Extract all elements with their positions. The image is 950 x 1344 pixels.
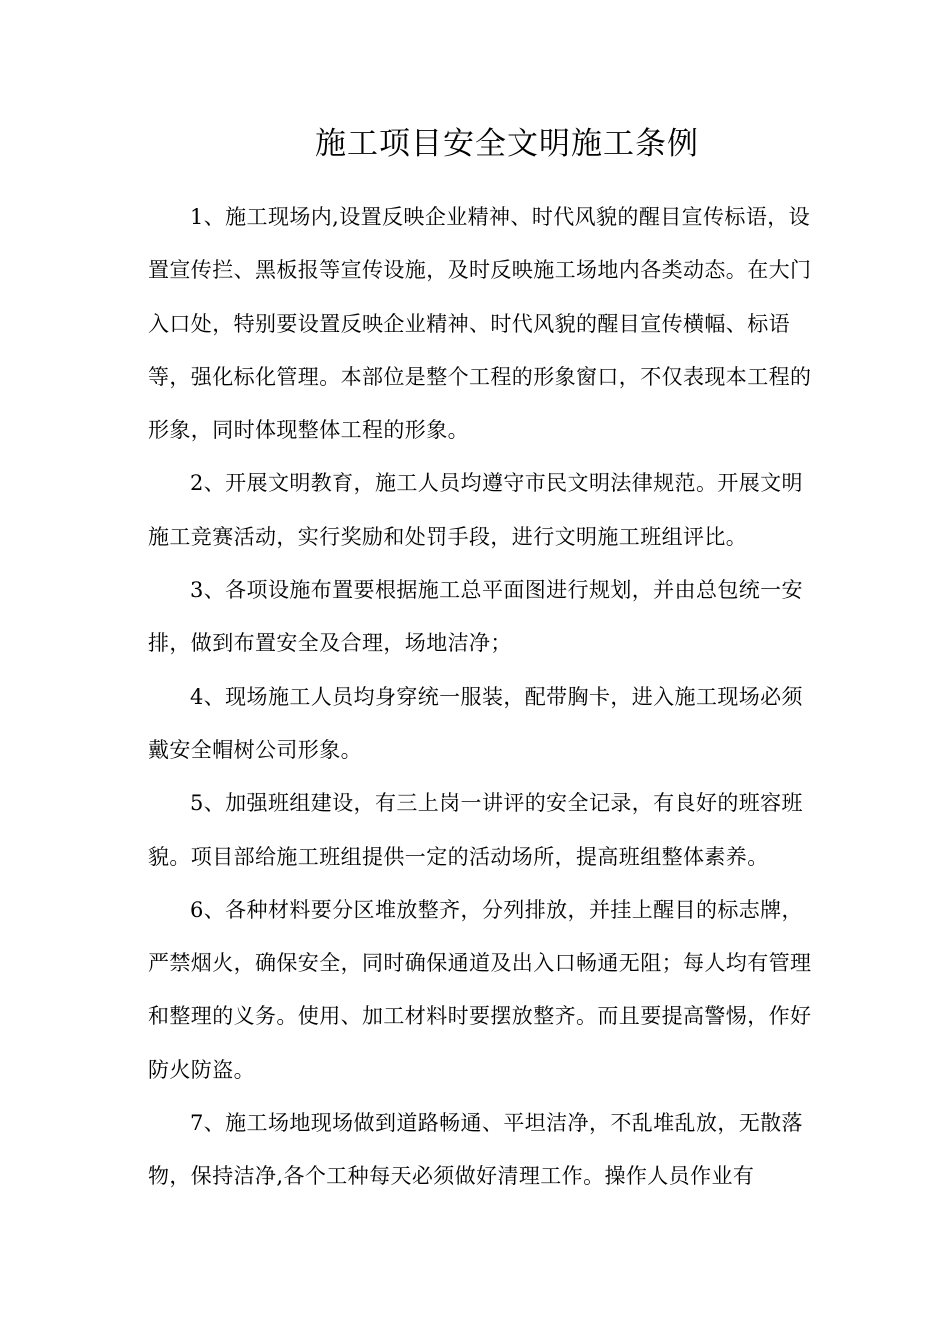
paragraph-3: 3、各项设施布置要根据施工总平面图进行规划，并由总包统一安排，做到布置安全及合理，场地洁净； [148, 578, 803, 656]
paragraph-1: 1、施工现场内,设置反映企业精神、时代风貌的醒目宣传标语，设置宣传拦、黑板报等宣传设施，及时反映施工场地内各类动态。在大门入口处，特别要设置反映企业精神、时代风貌的醒目宣传横幅、标语等，强化标化管理。本部位是整个工程的形象窗口，不仅表现本工程的形象，同时体现整体工程的形象。 [148, 205, 812, 443]
paragraph-6: 6、各种材料要分区堆放整齐，分列排放，并挂上醒目的标志牌，严禁烟火，确保安全，同时确保通道及出入口畅通无阻；每人均有管理和整理的义务。使用、加工材料时要摆放整齐。而且要提高警惕，作好防火防盗。 [148, 897, 812, 1082]
page-title: 施工项目安全文明施工条例 [315, 126, 699, 162]
paragraph-2: 2、开展文明教育，施工人员均遵守市民文明法律规范。开展文明施工竞赛活动，实行奖励和处罚手段，进行文明施工班组评比。 [148, 471, 803, 549]
paragraph-4: 4、现场施工人员均身穿统一服装，配带胸卡，进入施工现场必须戴安全帽树公司形象。 [148, 684, 803, 762]
document-body [148, 191, 812, 1204]
paragraph-7: 7、施工场地现场做到道路畅通、平坦洁净，不乱堆乱放，无散落物，保持洁净,各个工种每天必须做好清理工作。操作人员作业有 [148, 1111, 803, 1189]
paragraph-5: 5、加强班组建设，有三上岗一讲评的安全记录，有良好的班容班貌。项目部给施工班组提供一定的活动场所，提高班组整体素养。 [148, 791, 803, 869]
